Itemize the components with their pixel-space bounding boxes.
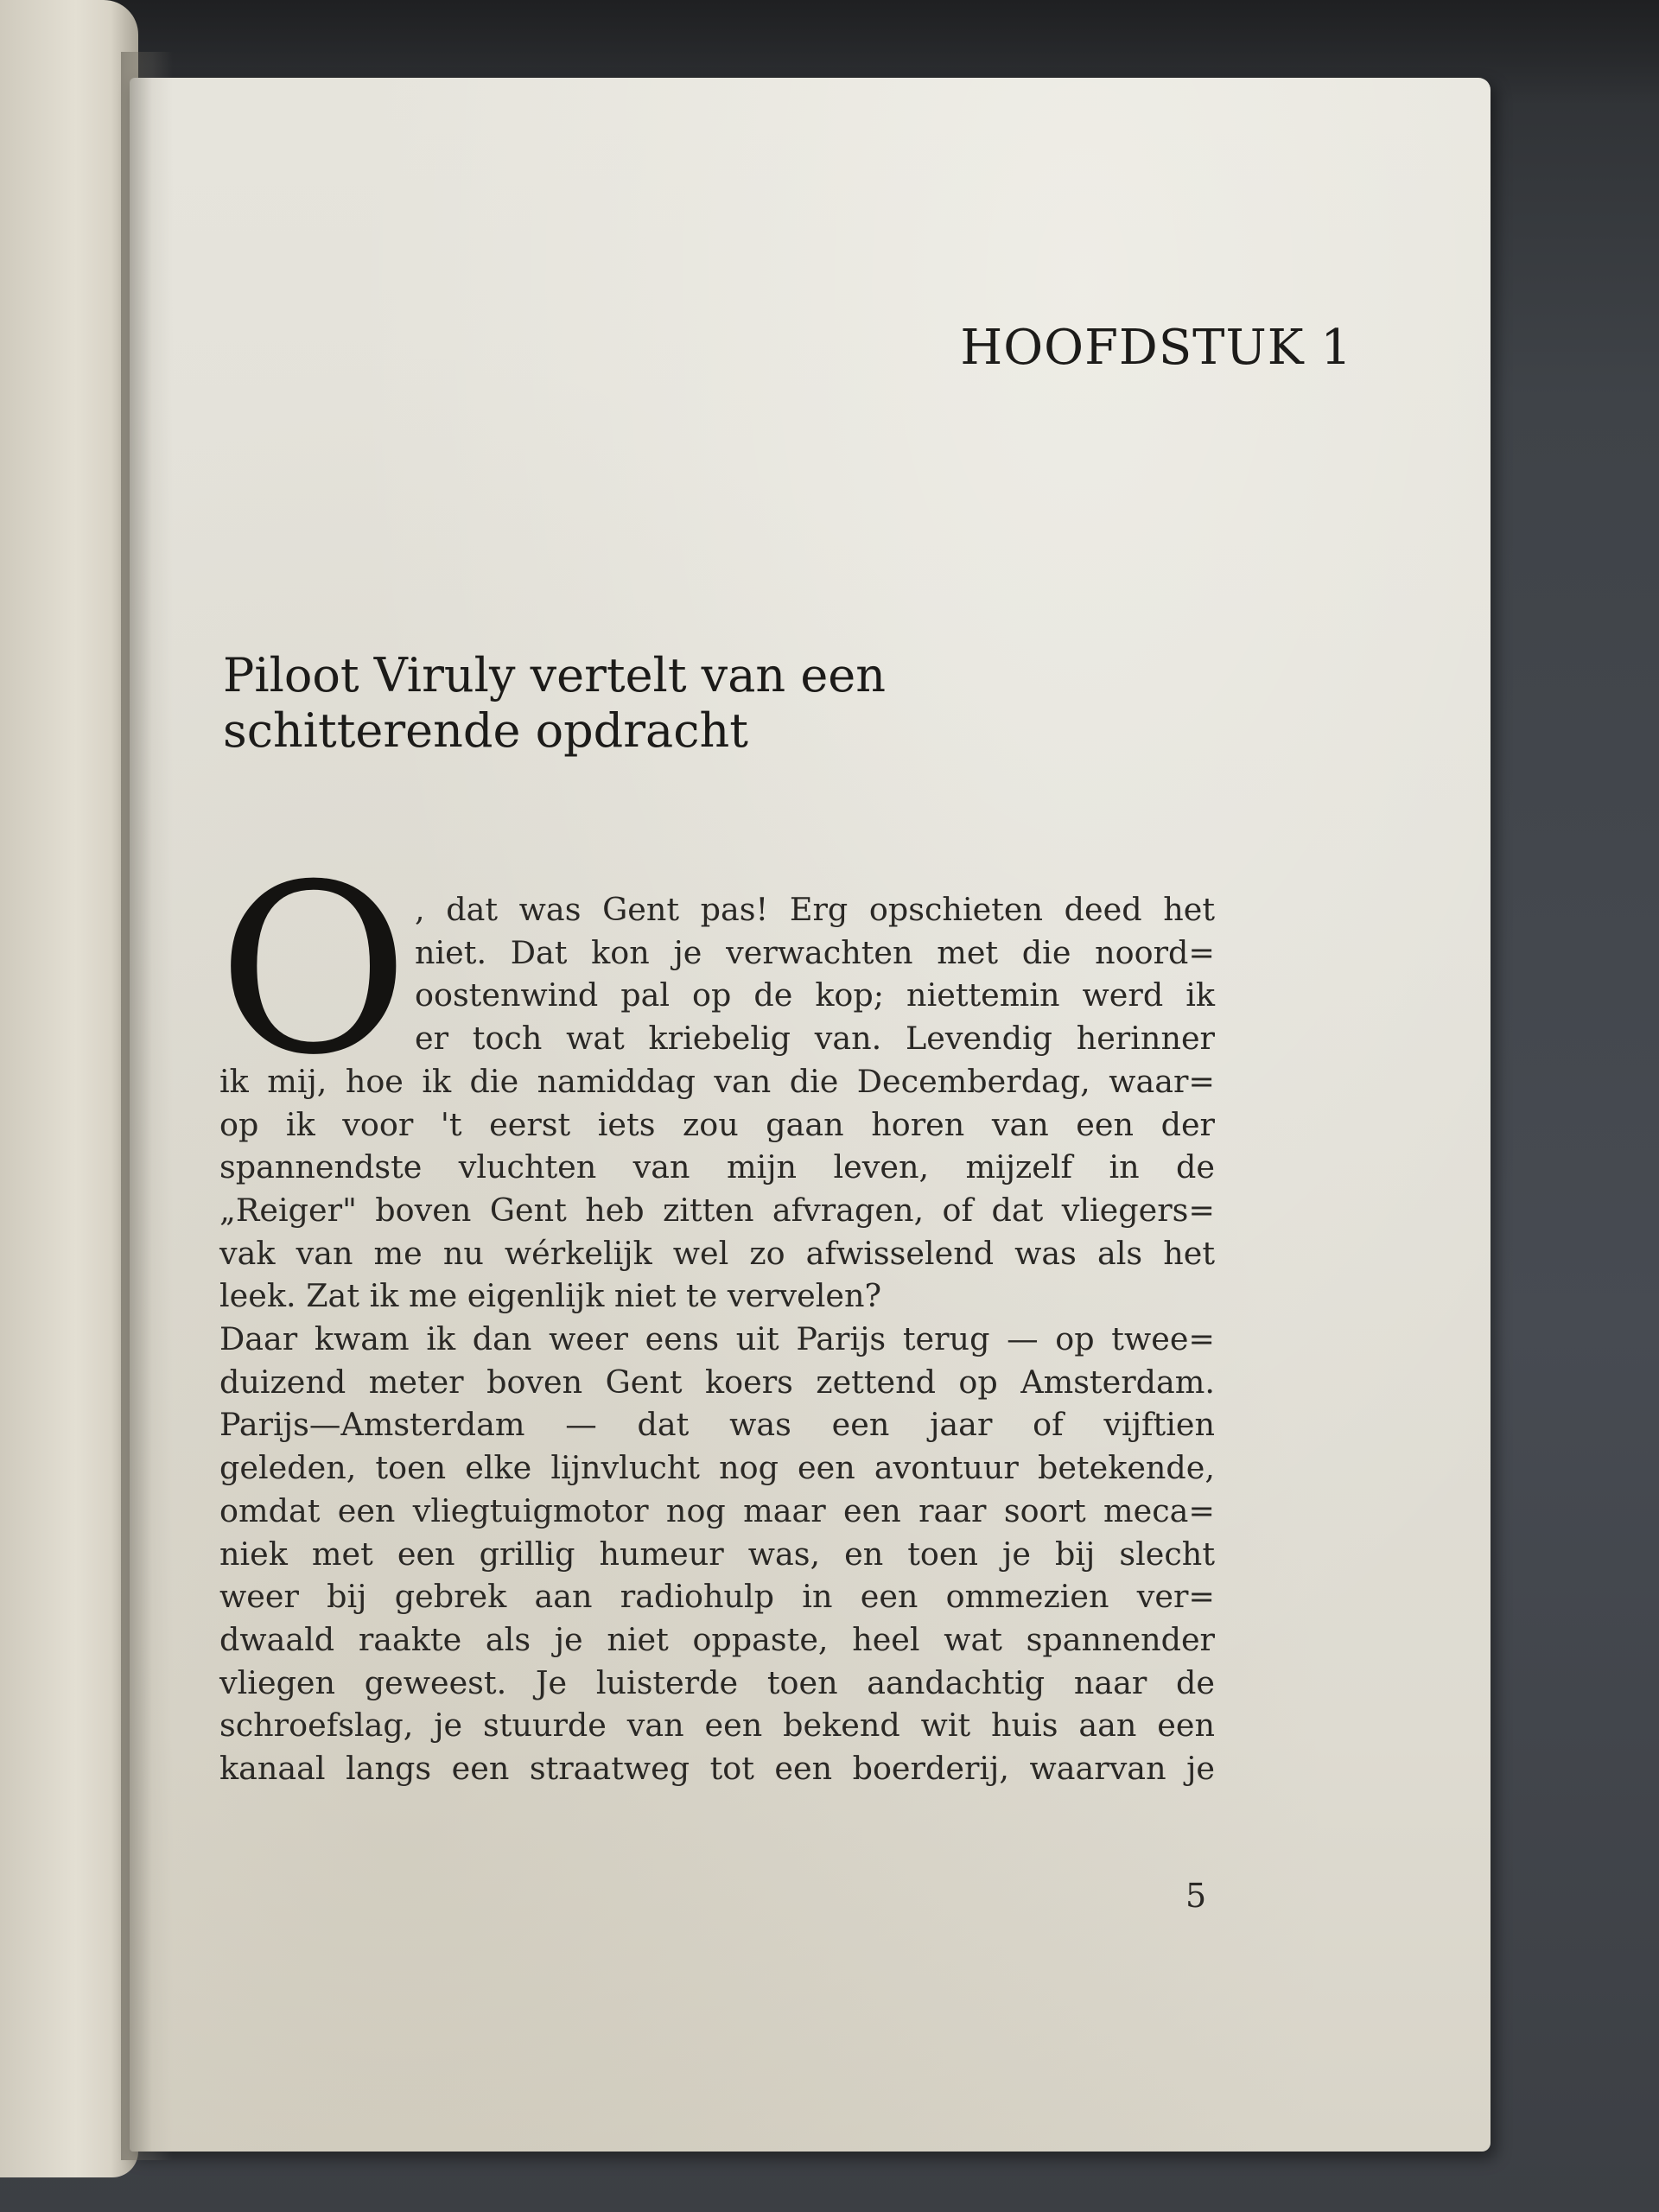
text-line: dwaald raakte als je niet oppaste, heel wat spannender: [219, 1620, 1215, 1658]
text-line: leek. Zat ik me eigenlijk niet te vervelen?: [219, 1277, 882, 1315]
text-line: schroefslag, je stuurde van een bekend wit huis aan een: [219, 1707, 1215, 1745]
section-title: Piloot Viruly vertelt van een schitterende opdracht: [223, 648, 887, 758]
text-line: ik mij, hoe ik die namiddag van die Decemberdag, waar=: [219, 1062, 1215, 1100]
text-line: vak van me nu wérkelijk wel zo afwisselend was als het: [219, 1234, 1215, 1272]
book-gutter: [121, 52, 173, 2160]
text-line: oostenwind pal op de kop; niettemin werd ik: [415, 976, 1215, 1014]
text-line: , dat was Gent pas! Erg opschieten deed het: [415, 891, 1215, 928]
book-page: [130, 78, 1491, 2152]
page-number: 5: [1185, 1877, 1207, 1915]
body-text: [219, 888, 1215, 1790]
text-line: omdat een vliegtuigmotor nog maar een raar soort meca=: [219, 1491, 1215, 1529]
left-page-edge: [0, 0, 138, 2177]
text-line: vliegen geweest. Je luisterde toen aandachtig naar de: [219, 1663, 1215, 1701]
text-line: duizend meter boven Gent koers zettend op Amsterdam.: [219, 1363, 1215, 1401]
text-line: geleden, toen elke lijnvlucht nog een avontuur betekende,: [219, 1449, 1215, 1487]
drop-cap-letter: O: [218, 834, 410, 1106]
text-line: er toch wat kriebelig van. Levendig herinner: [415, 1020, 1215, 1058]
text-line: „Reiger" boven Gent heb zitten afvragen, of dat vliegers=: [219, 1191, 1215, 1229]
text-line: kanaal langs een straatweg tot een boerderij, waarvan je: [219, 1750, 1215, 1788]
text-line: niek met een grillig humeur was, en toen je bij slecht: [219, 1535, 1215, 1573]
text-line: Daar kwam ik dan weer eens uit Parijs terug — op twee=: [219, 1320, 1215, 1358]
text-line: weer bij gebrek aan radiohulp in een ommezien ver=: [219, 1578, 1215, 1616]
text-line: Parijs—Amsterdam — dat was een jaar of vijftien: [219, 1406, 1215, 1444]
text-line: op ik voor 't eerst iets zou gaan horen van een der: [219, 1105, 1215, 1143]
chapter-heading: HOOFDSTUK 1: [960, 320, 1352, 376]
text-line: spannendste vluchten van mijn leven, mijzelf in de: [219, 1148, 1215, 1186]
text-line: niet. Dat kon je verwachten met die noord=: [415, 933, 1215, 971]
